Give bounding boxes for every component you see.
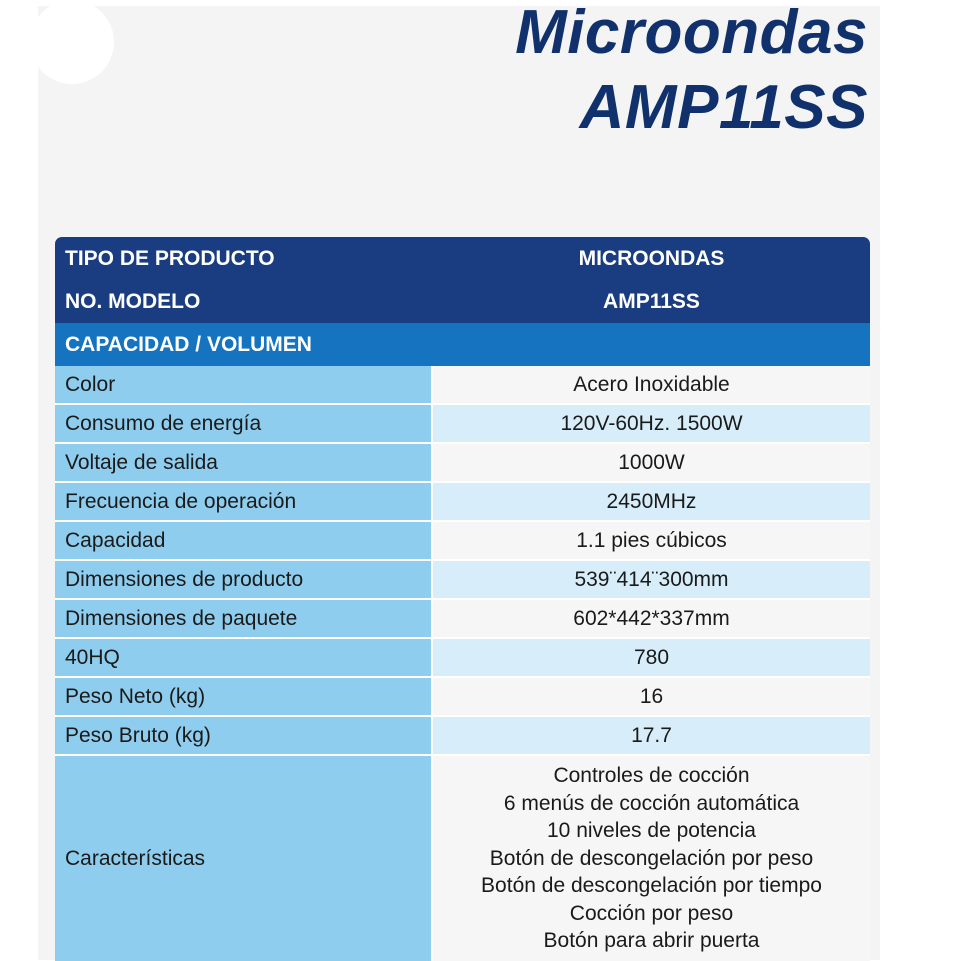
header-label: NO. MODELO: [65, 289, 201, 313]
row-label: Frecuencia de operación: [55, 483, 433, 522]
table-row: [55, 444, 870, 483]
row-value: 1.1 pies cúbicos: [433, 522, 870, 561]
header-value: AMP11SS: [603, 289, 700, 313]
spec-table: [55, 237, 870, 961]
product-model-title: AMP11SS: [579, 73, 868, 142]
row-value: 780: [433, 639, 870, 678]
row-value: Acero Inoxidable: [433, 366, 870, 405]
table-row: [55, 639, 870, 678]
row-label: Color: [55, 366, 433, 405]
header-row-model: [55, 280, 870, 323]
header-label: TIPO DE PRODUCTO: [65, 246, 275, 270]
feature-item: Controles de cocción: [553, 764, 750, 788]
row-value: 602*442*337mm: [433, 600, 870, 639]
row-label: Voltaje de salida: [55, 444, 433, 483]
row-label: Peso Bruto (kg): [55, 717, 433, 756]
table-row: [55, 405, 870, 444]
row-label: 40HQ: [55, 639, 433, 678]
row-label: Peso Neto (kg): [55, 678, 433, 717]
row-value: 120V-60Hz. 1500W: [433, 405, 870, 444]
header-value: MICROONDAS: [578, 246, 725, 270]
feature-item: Botón para abrir puerta: [543, 929, 760, 953]
table-row: [55, 522, 870, 561]
table-row: [55, 366, 870, 405]
features-row: [55, 756, 870, 961]
features-label: Características: [55, 756, 433, 961]
feature-item: Botón de descongelación por peso: [489, 846, 814, 870]
row-label: Dimensiones de producto: [55, 561, 433, 600]
row-value: 1000W: [433, 444, 870, 483]
header-row-product-type: [55, 237, 870, 280]
table-row: [55, 717, 870, 756]
features-list: [433, 756, 870, 961]
product-title: Microondas: [515, 0, 868, 67]
row-value: 2450MHz: [433, 483, 870, 522]
table-row: [55, 483, 870, 522]
section-title: CAPACIDAD / VOLUMEN: [65, 332, 312, 356]
row-label: Capacidad: [55, 522, 433, 561]
decorative-circle: [30, 0, 114, 84]
row-label: Consumo de energía: [55, 405, 433, 444]
row-value: 539¨414¨300mm: [433, 561, 870, 600]
feature-item: 10 niveles de potencia: [547, 819, 756, 843]
row-label: Dimensiones de paquete: [55, 600, 433, 639]
feature-item: Botón de descongelación por tiempo: [481, 874, 822, 898]
feature-item: 6 menús de cocción automática: [503, 791, 800, 815]
row-value: 16: [433, 678, 870, 717]
section-header-capacity: [55, 323, 870, 366]
feature-item: Cocción por peso: [569, 901, 734, 925]
table-row: [55, 561, 870, 600]
table-row: [55, 678, 870, 717]
table-row: [55, 600, 870, 639]
row-value: 17.7: [433, 717, 870, 756]
